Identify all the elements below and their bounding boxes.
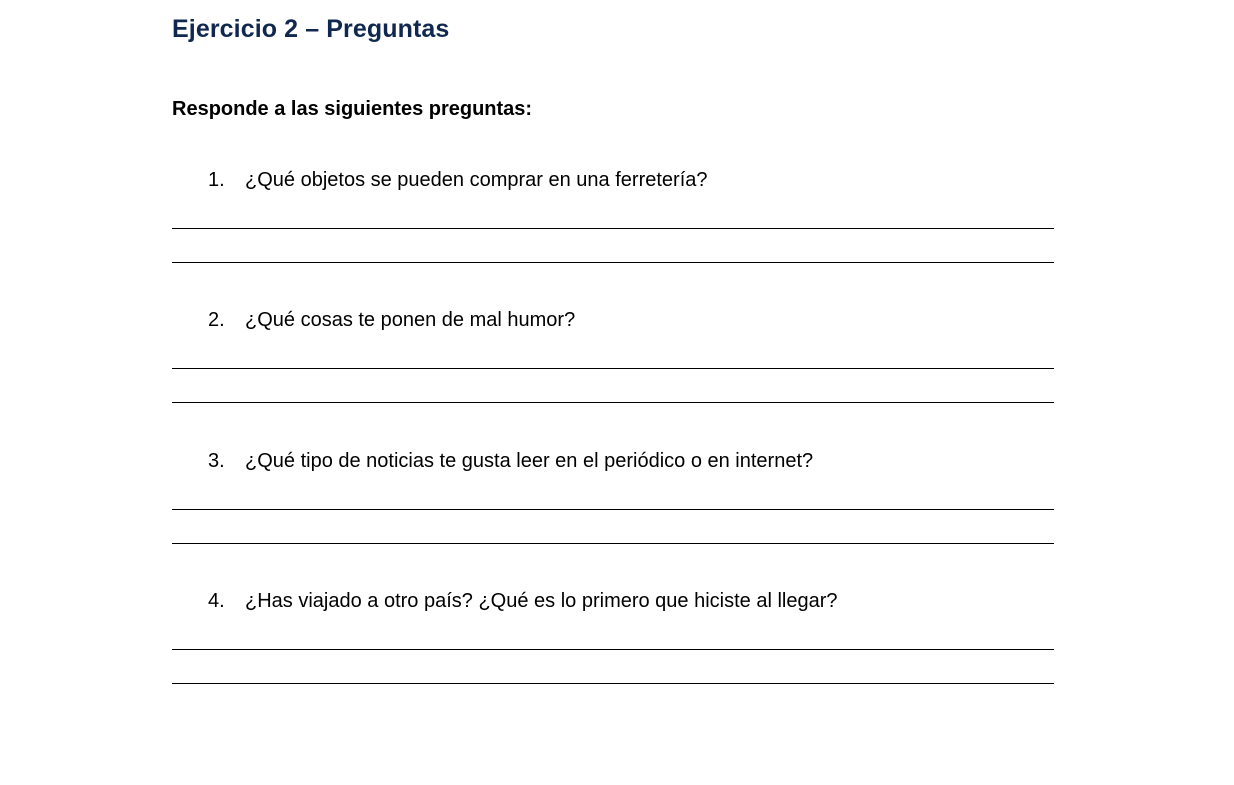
answer-line[interactable] bbox=[172, 683, 1054, 684]
answer-line[interactable] bbox=[172, 228, 1054, 229]
instruction-text: Responde a las siguientes preguntas: bbox=[172, 98, 533, 120]
answer-line[interactable] bbox=[172, 368, 1054, 369]
question-number: 1. bbox=[208, 169, 225, 191]
answer-line[interactable] bbox=[172, 262, 1054, 263]
answer-line[interactable] bbox=[172, 543, 1054, 544]
question-text: ¿Qué objetos se pueden comprar en una ferretería? bbox=[245, 169, 708, 191]
question-text: ¿Has viajado a otro país? ¿Qué es lo primero que hiciste al llegar? bbox=[245, 590, 838, 612]
answer-line[interactable] bbox=[172, 509, 1054, 510]
answer-line[interactable] bbox=[172, 649, 1054, 650]
question-3 bbox=[208, 450, 813, 473]
question-text: ¿Qué tipo de noticias te gusta leer en el periódico o en internet? bbox=[245, 450, 814, 472]
question-number: 3. bbox=[208, 450, 225, 472]
question-number: 4. bbox=[208, 590, 225, 612]
page-title: Ejercicio 2 – Preguntas bbox=[172, 15, 450, 43]
question-2 bbox=[208, 309, 575, 332]
question-text: ¿Qué cosas te ponen de mal humor? bbox=[245, 309, 576, 331]
question-number: 2. bbox=[208, 309, 225, 331]
question-4 bbox=[208, 590, 838, 613]
answer-line[interactable] bbox=[172, 402, 1054, 403]
question-1 bbox=[208, 169, 708, 192]
